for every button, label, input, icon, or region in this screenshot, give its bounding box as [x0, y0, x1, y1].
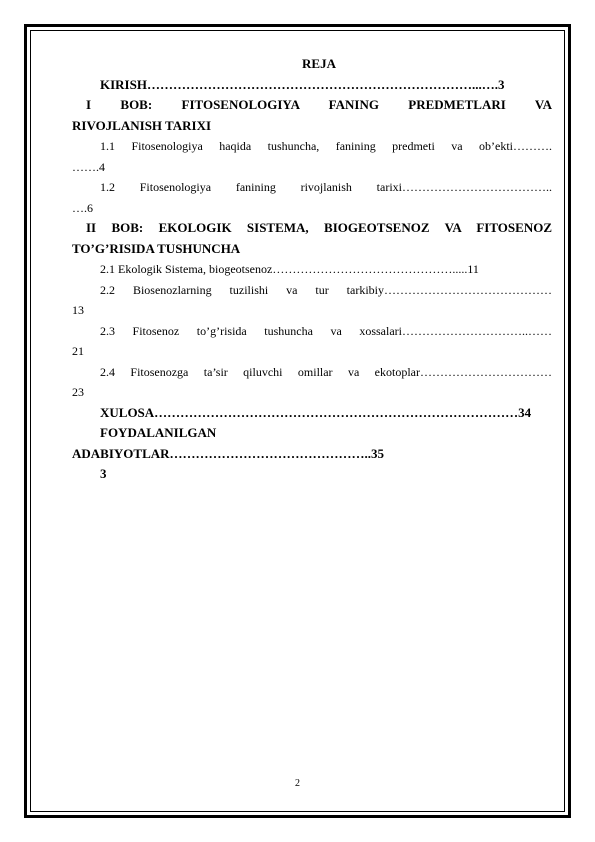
toc-chapter-1-title-cont: RIVOJLANISH TARIXI [72, 117, 212, 133]
toc-section-1-2: 1.2 Fitosenologiya fanining rivojlanish tarixi……………………………….. [100, 180, 552, 194]
toc-section-2-2: 2.2 Biosenozlarning tuzilishi va tur tarkibiy…………………………………… [100, 282, 552, 297]
page-number: 2 [295, 778, 300, 789]
toc-section-1-2-page: ….6 [72, 200, 93, 215]
toc-entry-kirish: KIRISH…………………………………………………………………...….3 [100, 76, 505, 92]
toc-chapter-2-title-cont: TO’G’RISIDA TUSHUNCHA [72, 240, 241, 256]
toc-section-2-1: 2.1 Ekologik Sistema, biogeotsenoz……………………………………….....11 [100, 262, 479, 276]
table-of-contents [72, 54, 552, 485]
toc-section-2-3: 2.3 Fitosenoz to’g’risida tushuncha va xossalari…………………………..…… [100, 323, 552, 338]
toc-section-2-4-page: 23 [72, 385, 84, 399]
toc-chapter-1-title: I BOB: FITOSENOLOGIYA FANING PREDMETLARI VA [86, 97, 552, 112]
toc-section-2-3-page: 21 [72, 344, 84, 358]
toc-stray-number: 3 [100, 466, 107, 481]
toc-entry-adabiyotlar: ADABIYOTLAR………………………………………..35 [72, 445, 385, 461]
toc-section-2-4: 2.4 Fitosenozga ta’sir qiluvchi omillar va ekotoplar…………………………… [100, 364, 552, 379]
toc-section-1-1-page: …….4 [72, 159, 105, 174]
toc-entry-xulosa: XULOSA…………………………………………………………………………34 [100, 404, 532, 420]
toc-title: REJA [302, 56, 336, 71]
toc-section-2-2-page: 13 [72, 303, 84, 317]
toc-chapter-2-title: II BOB: EKOLOGIK SISTEMA, BIOGEOTSENOZ VA FITOSENOZ [86, 220, 552, 235]
toc-section-1-1: 1.1 Fitosenologiya haqida tushuncha, fanining predmeti va ob’ekti………. [100, 139, 552, 153]
toc-entry-foydalanilgan: FOYDALANILGAN [100, 425, 217, 440]
